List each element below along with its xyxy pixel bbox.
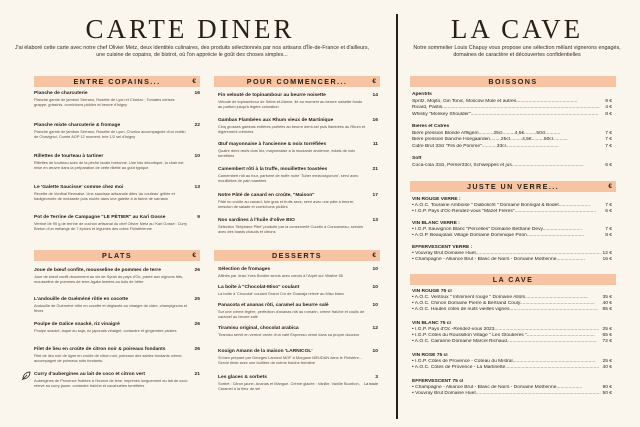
line-text: Ricard, Pastis.................................................................................................................... [412,105,600,110]
menu-item [218,93,378,109]
section-header-plats [34,250,200,261]
menu-item [218,375,378,391]
item-price: 21 [372,167,378,172]
item-price: 21 [194,372,200,377]
item-price: 10 [372,285,378,290]
list-item [412,144,612,150]
item-description: Verrine de 90 g de terrine de cochon artisanal du chef Olivier Metz au 'Kari Gosse'. Curry Breton d'un mélange de 7 épices et légumes des cotes Finistérienne [34,221,188,232]
line-price: 4 € [605,105,612,110]
boissons-list [412,92,612,174]
section-header-entre-copains [34,76,200,87]
item-name: Rillettes de tourteau à tartiner [34,154,104,159]
list-item [412,124,612,130]
line-text: • A.O.C. Ventoux " Infiniment rouge " Domaine Alloïs.............................................. [412,295,588,300]
desserts-list [218,267,378,417]
item-description: Affinés par Jean-Yves Bordier servis avec cœurs à l'Arpèt sur Vitaline 55 [218,273,343,279]
carte-intro: J'ai élaboré cette carte avec notre chef Olivier Metz, deux identités culinaires, des produits sélectionnés par nos artisans d'Île-de-France et d'ailleurs, une cuisine de copains, de bistrot, où l'on apprécie le goût des choses simples... [14,45,370,59]
entre-copains-list [34,91,200,251]
section-title: PLATS [101,251,133,260]
menu-item [34,215,200,231]
item-name: Poulpe de Galice snacké, riz vinaigré [34,322,120,327]
line-text: • I.G.P. Pays d'Oc-Rendez-vous "Mazet Frères"............................................................ [412,209,597,214]
item-price: 9 [197,215,200,220]
item-name: Filet de lieu en croûte de citron noir & poireaux fondants [34,347,166,352]
line-text: • A.O.C. Touraine Amboise " Diabolicht " Domaine Bonnigal & Bodet....................... [412,203,590,208]
section-title: DESSERTS [272,251,322,260]
line-text: VIN ROSÉ 75 cl [412,353,448,358]
item-price: 13 [372,218,378,223]
item-name: Fin velouté de topinambour au beurre noisette [218,93,326,98]
item-name: Camembert rôti à la truffe, mouillettes toastées [218,167,328,172]
item-description: Camembert rôti au four, parfumé de truffe noire 'Tuber melanosporum', servi avec mouillettes de pain toastées [218,173,359,184]
menu-item [34,347,200,363]
item-price: 17 [372,193,378,198]
pour-commencer-list [218,93,378,243]
euro-header: € [372,78,376,85]
item-description: Filet de lieu noir de ligne en croûte de citron noir, poireaux des sables fondants crème, accompagné de poireaux ruits fondants. [34,353,183,364]
menu-item [218,167,378,183]
item-name: Pot de Terrine de Campagne "LE PÈTIER" au Kari Gosse [34,215,166,220]
line-price: 7 € [605,137,612,142]
euro-header: € [608,183,612,190]
line-price: 72 € [602,339,612,344]
item-price: 3 [375,375,378,380]
item-description: Poulpe snacké, laqué au soja, riz japonais vinaigré, coriandre et gingembre pickles [34,328,177,334]
line-text: Coca-cola 33cl, Perrier33cl, Schweppes et jus..................................................... [412,163,584,168]
item-description: Aubergines de Provence frottées à l'écorce de lime, imprimés longuement au lait de coco relevé au curry jaune, coriandre fraîche et cacahuètes torréfiées [34,378,188,389]
item-name: Les glaces & sorbets [218,375,267,380]
item-price: 16 [194,91,200,96]
menu-item [34,322,200,333]
line-price: 7 € [605,227,612,232]
item-description: Rillettes de tourteau avec de la pêche locale bretonne. Une fois décortiqué, la chair est mise en œuvre dans la préparation de cette rillette au goût typique [34,160,184,171]
item-name: Nos sardines à l'huile d'olive BIO [218,218,295,223]
verre-list [412,197,612,271]
line-price: 6 € [605,209,612,214]
item-description: Velouté de topinambour de Seine-et-Marne, lié au moment au beurre noisette fondu au parfum jusqu'à légère coloration [218,99,363,110]
line-price: 7 € [605,203,612,208]
line-text: Bière pression blanche Hoegaarden........25cl.........4,5€.........50cl........... [412,137,568,142]
menu-item [218,118,378,134]
line-text: • Champagne - Alliance Brut - Blanc de Noirs - Domaine Mothenne..................... [412,257,585,262]
item-description: Cinq grosses gambas entières poêlées au beurre demi-sel puis flambées au Rhum et légèrement crémées [218,124,366,135]
section-title: BOISSONS [488,77,538,86]
column-divider [396,14,398,419]
item-price: 10 [194,154,200,159]
item-price: 12 [372,326,378,331]
line-text: Spritz, Mojito, Gin Tonic, Moscow Mule et autres............................................. [412,99,578,104]
item-description: Quatre demi œufs durs bio, mayonnaise à la moutarde ancienne, éclats de noix torréfiées [218,148,356,159]
section-header-boissons [410,76,616,87]
line-text: Bière pression Blonde Affligem...........25cl.........4,5€.........50cl........... [412,131,561,136]
item-name: La boîte à "Chocolat-Miso" coulant [218,285,300,290]
item-description: Tiramisu servit en verrine ornée d'un café Espresso versé dans sa propre douceur [218,332,360,338]
list-item [412,365,612,371]
menu-item [218,218,378,234]
item-price: 26 [194,268,200,273]
carte-title: CARTE DINER [85,14,295,44]
section-header-juste-un-verre [410,181,616,192]
menu-item [34,297,200,313]
item-description: Joue de bœuf confit doucement au vin de Syrah du pays d'Oc, parée aux oignons frits, mousseline de pommes de terre Agata fumées au bois de hêtre [34,274,184,285]
item-price: 22 [194,123,200,128]
item-name: L'andouille de Guéméné rôtie en cocotte [34,297,129,302]
section-header-desserts [214,250,380,261]
list-item [412,307,612,313]
item-price: 11 [372,142,378,147]
item-description: Si bien préparé par Georges Larnicol MOF à Morgane MEUDAN dans le Finistère... Servie tiède avec une boîtière de crème fraîche fermière [218,355,363,366]
line-price: 7 € [605,131,612,136]
line-text: • I.G.P. Côtes du Roussillon Village " Les Gloutières ".................................................. [412,333,595,338]
list-item [412,105,612,111]
list-item [412,233,612,239]
list-item [412,209,612,215]
item-description: Recette de Vonthai Rennaise. Une saucisse artisanale dites 'au couteau' grillée et badigeonnée de moutarde puis roulée dans une galette à la farine de sarrasin [34,191,175,202]
item-name: Planche mixte charcuterie & fromage [34,123,121,128]
item-price: 10 [372,349,378,354]
line-text: • I.G.P. Pays d'Oc -Rendez-vous 2023............................................................................. [412,327,600,332]
line-text: • A.O.P. Beaujolais Village Domaine Dominique Piron.......................................... [412,233,584,238]
line-price: 8 € [605,112,612,117]
menu-item [34,268,200,284]
line-price: 8 € [605,233,612,238]
line-text: Cidre Brut 33cl "Fils de Pomme"...........33cl....................................... [412,144,559,149]
item-price: 26 [194,322,200,327]
menu-item [218,267,378,278]
line-text: VIN BLANC VERRE : [412,221,460,226]
line-price: 25 € [602,359,612,364]
section-title: ENTRE COPAINS... [73,77,161,86]
item-name: Le 'Galette Saucisse' comme chez moi [34,185,124,190]
menu-item [218,303,378,319]
item-name: Tiramisu original, chocolat arabica [218,326,299,331]
line-text: • Vouvray Brut Domaine Huet............................................................................................ [412,391,601,396]
list-item [412,156,612,162]
menu-item [34,185,200,201]
line-price: 35 € [602,295,612,300]
line-text: • A.O.C. Côtes de Provence - La Martinette..................................................................... [412,365,600,370]
line-text: • Champagne - Alliance Brut - Blanc de Noirs - Domaine Mothenne................... [412,385,583,390]
line-text: • A.O.C. Chinon Domaine Pierre & Bertrand Couly....................................................... [412,301,595,306]
menu-item [34,154,200,170]
menu-item [218,326,378,337]
item-description: Planche garnie de jambon Serrano, Rosette de Lyon, Chorizo accompagnée d'un crottin de Chavignol, Comté AOP 12 moment, brie 1/2 sel d'Isigny [34,129,186,140]
item-name: Notre Pâté de canard en croûte, "Maison" [218,193,315,198]
cave-intro: Notre sommelier Louis Chapuy vous propose une sélection mêlant vignerons engagés, domaines de caractère et découvertes confidentielles [413,45,621,59]
item-price: 25 [194,297,200,302]
item-description: Planche garnie de jambon Serrano, Rosette de Lyon et Chorizo ; Tomates cerises grappe, grissinis, cornichons pickles et beurre d'Isigny [34,97,175,108]
euro-header: € [192,252,196,259]
item-price: 13 [194,185,200,190]
menu-item [34,91,200,107]
list-item [412,92,612,98]
section-header-pour-commencer [214,76,380,87]
menu-item [34,123,200,139]
line-text: • I.G.P. Côtes de Provence - Coteau du Mistral............................................................. [412,359,596,364]
item-price: 10 [372,303,378,308]
item-price: 10 [372,267,378,272]
item-name: Joue de bœuf confite, mousseline de pommes de terre [34,268,161,273]
line-price: 12 € [602,251,612,256]
item-price: 16 [372,118,378,123]
item-price: 26 [194,347,200,352]
line-text: VIN ROUGE VERRE : [412,197,461,202]
line-price: 7 € [605,144,612,149]
list-item [412,163,612,169]
item-name: Œuf mayonnaise à l'ancienne & noix torréfiées [218,142,327,147]
line-text: VIN ROUGE 75 cl [412,289,452,294]
item-name: Planche de charcuterie [34,91,88,96]
line-text: Whisky "Monkey Shoulder".............................................................................................. [412,112,599,117]
line-text: EFFERVESCENT 75 cl [412,379,464,384]
line-price: 65 € [602,333,612,338]
item-description: La boîte à 'Chocolat' coulant Grand Cru de Guanaja relevé au Miso blanc [218,291,345,297]
euro-header: € [192,78,196,85]
line-text: • I.G.P. Sauvignon Blanc "Percelles" Domaine Bethane Devy............................. [412,227,583,232]
line-text: EFFERVESCENT VERRE : [412,245,473,250]
list-item [412,391,612,397]
line-price: 40 € [602,301,612,306]
list-item [412,339,612,345]
item-description: Sélection 'Stéphane Pitré' produite par la conserverie Courtin à Concarneau, servies avec des toasts chauds et citrons [218,224,364,235]
line-text: Soft [412,156,422,161]
line-text: • A.O.C. Cairanne Domaine Marcel Richaud.................................................................. [412,339,597,344]
item-name: Curry d'aubergines au lait de coco et citron vert [34,372,145,377]
item-name: Kouign Amann de la maison 'LARNICOL' [218,349,313,354]
item-name: Panacota et ananas rôti, caramel au beurre salé [218,303,329,308]
line-price: 50 € [602,391,612,396]
cave-title: LA CAVE [450,14,584,44]
menu-item [218,349,378,365]
list-item [412,137,612,143]
section-title: POUR COMMENCER... [246,77,348,86]
menu-item [218,193,378,209]
list-item [412,112,612,118]
line-text: Apéritifs [412,92,432,97]
line-price: 6 € [605,163,612,168]
line-price: 9 € [605,99,612,104]
section-title: JUSTE UN VERRE... [466,182,560,191]
item-price: 14 [372,93,378,98]
line-price: 85 € [602,307,612,312]
menu-item [218,285,378,296]
line-text: Bières et Cidres [412,124,450,129]
line-text: • A.O.C. Hautes côtes de nuits vieilles vignes................................................................. [412,307,598,312]
item-name: Sélection de fromages [218,267,271,272]
item-description: Andouille de Guéméné rôtie en cocotte et déglacée au vinaigre de cidre, champignons et fèves [34,303,188,314]
section-title: LA CAVE [492,275,534,284]
section-header-la-cave [410,274,616,285]
line-text: VIN BLANC 75 cl [412,321,451,326]
menu-item [218,142,378,158]
line-text: • Vouvray Brut Domaine Huet............................................................................................ [412,251,601,256]
line-price: 40 € [602,365,612,370]
line-price: 25 € [602,327,612,332]
menu-item [34,372,200,388]
plats-list [34,268,200,418]
cave-list [412,289,612,421]
item-description: Sur une crème légère, perfection d'ananas rôti au romarin, crème fraîche et coulis de caramel au beurre salé [218,309,365,320]
item-description: Pâté en croûte au canard, foie gras et fruits secs, servi avec une pâte à beurre, mesclun de salade et cornichons pickles [218,199,355,210]
list-item [412,257,612,263]
vegetarian-leaf-icon [21,371,31,381]
line-price: 90 € [602,385,612,390]
item-description: Sorbet : Citron jaune, Ananas et Mangue. Crème glacée : Vanille, Vanille Bourbon, Caramel à la fleur de sel [218,381,360,392]
price-note: La boule [364,382,378,386]
item-name: Gambas Flambées aux Rhum vieux de Martinique [218,118,334,123]
euro-header: € [372,252,376,259]
line-price: 16 € [602,257,612,262]
